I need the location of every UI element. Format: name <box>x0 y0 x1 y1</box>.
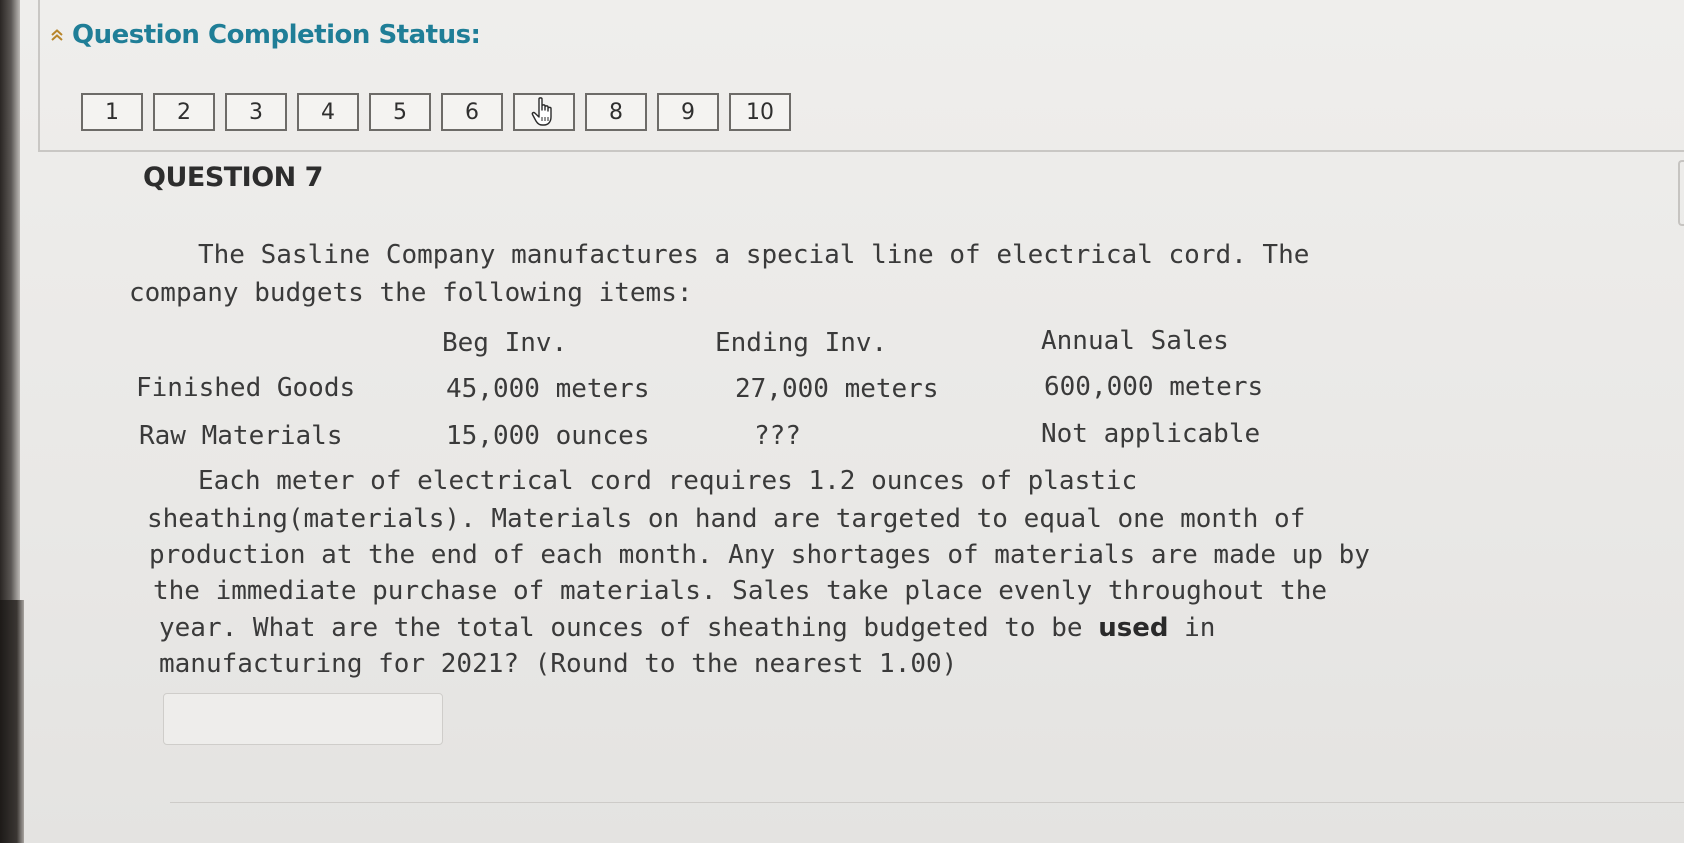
question-body-line-5-pre: year. What are the total ounces of sheathing budgeted to be <box>159 613 1099 643</box>
question-nav-label: 4 <box>321 99 335 125</box>
double-chevron-up-icon[interactable] <box>50 28 64 42</box>
table-cell: Not applicable <box>1041 419 1261 449</box>
question-body-line-3: production at the end of each month. Any shortages of materials are made up by <box>149 540 1370 570</box>
question-nav-7[interactable] <box>513 93 575 131</box>
question-navigation <box>81 93 791 131</box>
table-header-ending-inv: Ending Inv. <box>715 328 888 358</box>
question-nav-label: 6 <box>465 99 479 125</box>
question-nav-3[interactable] <box>225 93 287 131</box>
question-nav-label: 9 <box>681 99 695 125</box>
emphasis-used: used <box>1098 613 1169 643</box>
table-cell-row-label: Raw Materials <box>139 421 343 451</box>
question-nav-4[interactable] <box>297 93 359 131</box>
question-nav-9[interactable] <box>657 93 719 131</box>
question-nav-6[interactable] <box>441 93 503 131</box>
question-nav-label: 3 <box>249 99 263 125</box>
question-nav-5[interactable] <box>369 93 431 131</box>
question-body-line-2: sheathing(materials). Materials on hand are targeted to equal one month of <box>147 504 1306 534</box>
table-header-beg-inv: Beg Inv. <box>442 328 568 358</box>
table-cell: 600,000 meters <box>1044 372 1264 402</box>
question-body-line-1: Each meter of electrical cord requires 1.2 ounces of plastic <box>198 466 1138 496</box>
question-nav-8[interactable] <box>585 93 647 131</box>
question-body-line-4: the immediate purchase of materials. Sales take place evenly throughout the <box>153 576 1327 606</box>
table-cell: 15,000 ounces <box>446 421 650 451</box>
hand-pointer-icon <box>530 96 558 128</box>
monitor-bezel-lower <box>0 600 24 843</box>
table-cell: 27,000 meters <box>735 374 939 404</box>
question-nav-label: 1 <box>105 99 119 125</box>
question-intro-line-1: The Sasline Company manufactures a special line of electrical cord. The <box>198 240 1310 270</box>
completion-status-header[interactable] <box>50 20 480 50</box>
question-intro-line-2: company budgets the following items: <box>129 278 693 308</box>
table-cell-row-label: Finished Goods <box>136 373 356 403</box>
table-cell: ??? <box>754 421 801 451</box>
table-cell: 45,000 meters <box>446 374 650 404</box>
question-divider <box>170 802 1684 803</box>
panel-edge <box>1678 160 1684 226</box>
answer-input[interactable] <box>163 693 443 745</box>
table-header-annual-sales: Annual Sales <box>1041 326 1229 356</box>
question-nav-2[interactable] <box>153 93 215 131</box>
question-nav-label: 8 <box>609 99 623 125</box>
question-nav-10[interactable] <box>729 93 791 131</box>
question-title: QUESTION 7 <box>143 162 323 193</box>
question-nav-label: 2 <box>177 99 191 125</box>
question-nav-label: 5 <box>393 99 407 125</box>
question-body-line-5-post: in <box>1168 613 1216 643</box>
question-nav-label: 10 <box>746 99 774 125</box>
question-body-line-6: manufacturing for 2021? (Round to the nearest 1.00) <box>159 649 958 679</box>
question-body-line-5 <box>159 615 1215 641</box>
completion-status-title: Question Completion Status: <box>72 20 481 50</box>
question-nav-1[interactable] <box>81 93 143 131</box>
